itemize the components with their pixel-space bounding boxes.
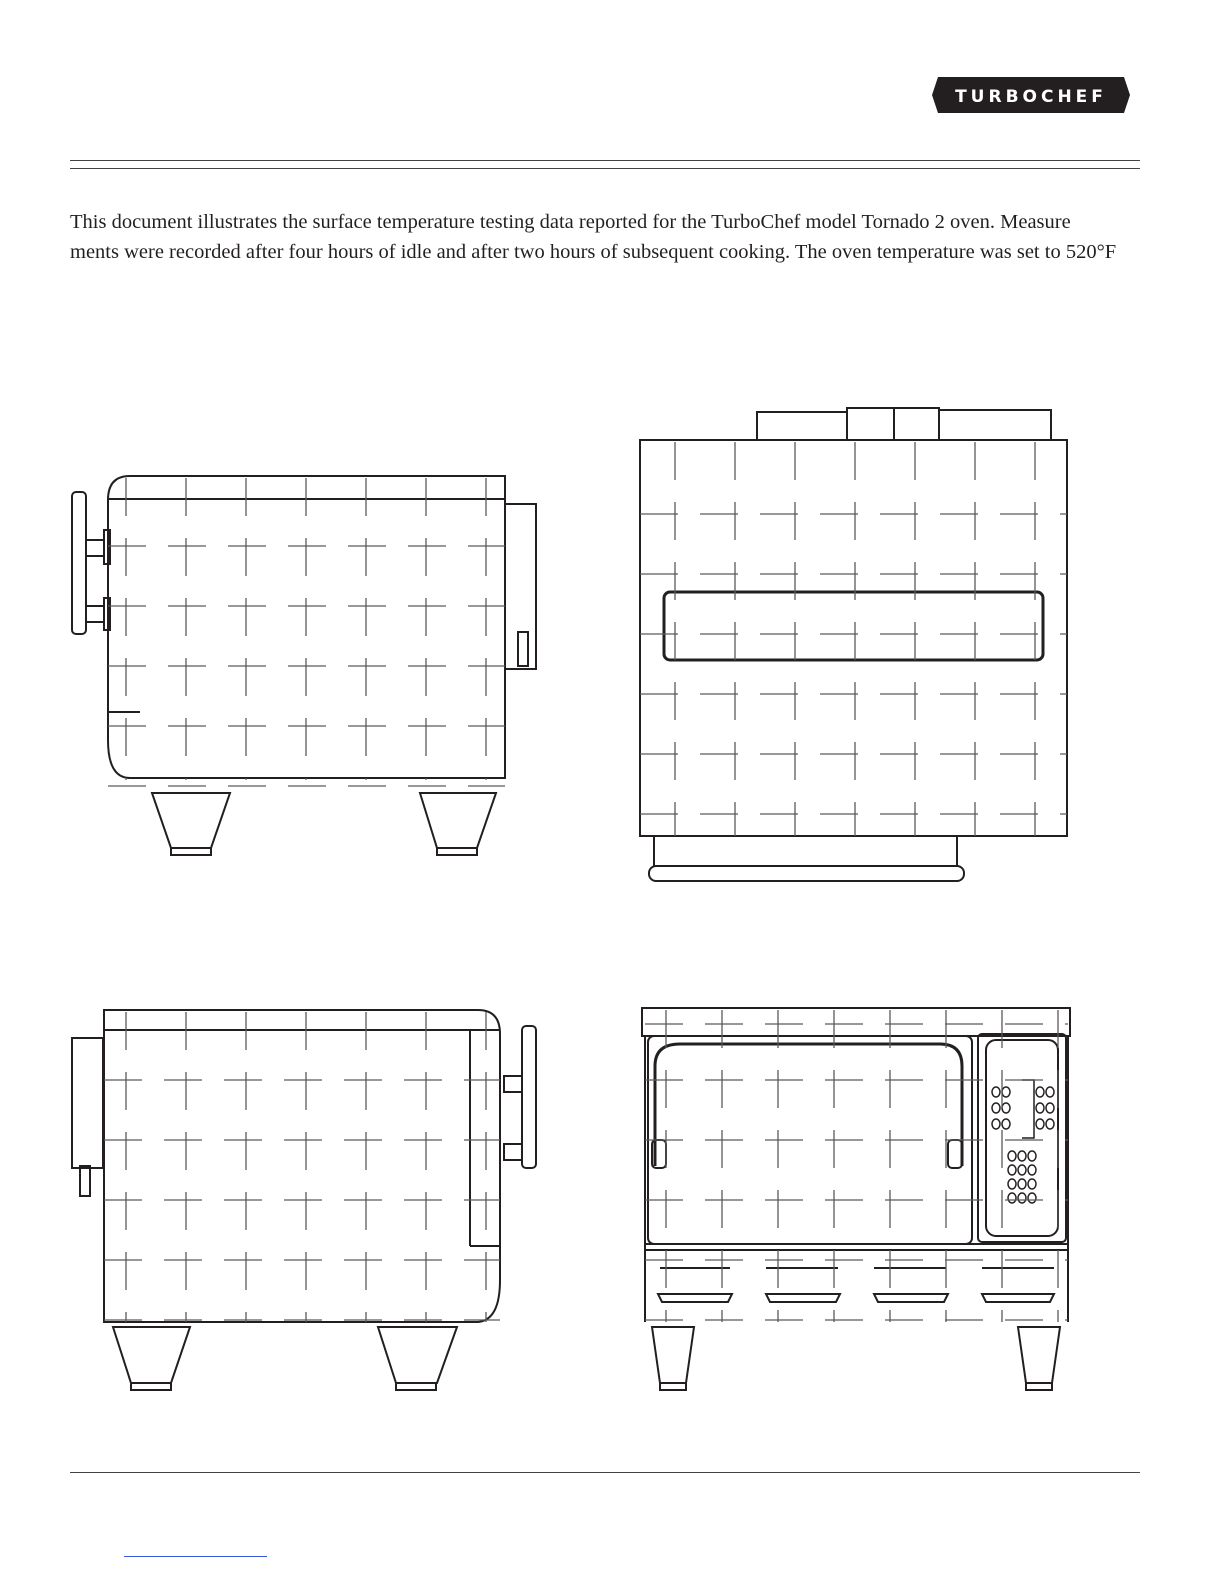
- left-side-view: [72, 476, 536, 855]
- front-view: [642, 1008, 1070, 1390]
- logo-text: TURBOCHEF: [955, 87, 1107, 107]
- intro-line-2: ments were recorded after four hours of idle and after two hours of subsequent cooking. The oven temperature was set to 520°F: [70, 241, 1117, 263]
- left-side-grid: [108, 478, 505, 786]
- intro-line-1: This document illustrates the surface temperature testing data reported for the TurboChef model Tornado 2 oven. Measure: [70, 211, 1071, 233]
- front-grid: [645, 1010, 1068, 1322]
- right-side-grid: [104, 1012, 500, 1322]
- footer-rule: [70, 1472, 1140, 1473]
- rear-view: [640, 408, 1067, 881]
- footer-link-underline[interactable]: [124, 1556, 267, 1557]
- control-buttons: [992, 1080, 1054, 1203]
- rear-grid: [640, 442, 1067, 836]
- front-vents: [658, 1268, 1054, 1302]
- right-side-view: [72, 1010, 536, 1390]
